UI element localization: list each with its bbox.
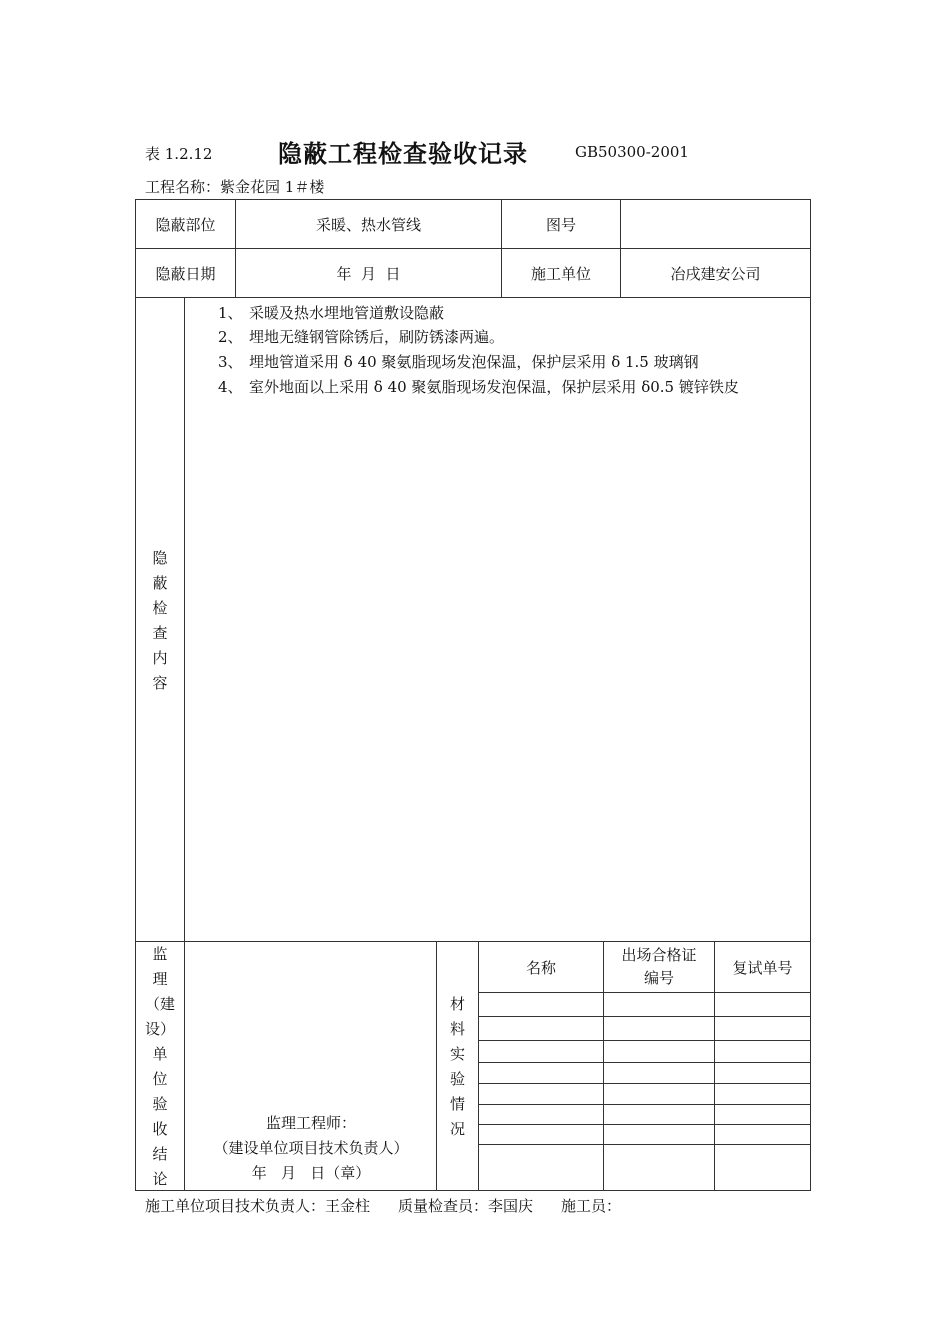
drawing-no-value <box>621 200 810 248</box>
label-char: 验 <box>449 1070 465 1088</box>
label-char: 单 <box>152 1045 168 1063</box>
item-text: 埋地管道采用 δ 40 聚氨脂现场发泡保温，保护层采用 δ 1.5 玻璃钢 <box>249 353 699 371</box>
list-item <box>218 326 504 347</box>
item-text: 采暖及热水埋地管道敷设隐蔽 <box>249 304 445 322</box>
project-name-line <box>145 176 324 197</box>
supervising-engineer: 监理工程师： <box>265 1114 356 1132</box>
label-char: 监 <box>152 945 168 963</box>
label-char: 蔽 <box>152 574 168 592</box>
label-char: 况 <box>449 1120 465 1138</box>
project-name-label: 工程名称： <box>145 178 221 196</box>
label-char: 内 <box>152 649 168 667</box>
item-text: 埋地无缝钢管除锈后，刷防锈漆两遍。 <box>249 328 505 346</box>
grid-line <box>184 297 185 1191</box>
qc-inspector-signature: 质量检查员：李国庆 <box>398 1197 534 1215</box>
material-cert-header: 出场合格证 编号 <box>621 946 697 987</box>
label-char: 实 <box>449 1045 465 1063</box>
label-char: （建 <box>144 995 175 1013</box>
grid-line <box>478 1144 811 1145</box>
owner-tech-lead: （建设单位项目技术负责人） <box>213 1139 409 1157</box>
grid-line <box>478 992 811 993</box>
label-char: 论 <box>152 1170 168 1188</box>
item-text: 室外地面以上采用 δ 40 聚氨脂现场发泡保温，保护层采用 δ0.5 镀锌铁皮 <box>249 378 739 396</box>
item-number: 1、 <box>218 304 243 322</box>
grid-line <box>478 1104 811 1105</box>
label-char: 设） <box>144 1020 175 1038</box>
label-char: 料 <box>449 1020 465 1038</box>
signature-footer <box>145 1195 649 1216</box>
tech-lead-signature: 施工单位项目技术负责人：王金柱 <box>145 1197 371 1215</box>
label-char: 查 <box>152 624 168 642</box>
contractor-value: 冶戌建安公司 <box>670 264 761 283</box>
label-char: 理 <box>152 970 168 988</box>
grid-line <box>135 297 811 298</box>
label-char: 材 <box>449 995 465 1013</box>
label-char: 容 <box>152 674 168 692</box>
grid-line <box>478 1083 811 1084</box>
label-char: 位 <box>152 1070 168 1088</box>
material-name-header: 名称 <box>525 958 556 977</box>
grid-line <box>478 1040 811 1041</box>
list-item <box>218 302 444 323</box>
contractor-label: 施工单位 <box>530 264 591 283</box>
content-section-label <box>136 546 184 696</box>
materials-section-label <box>437 992 478 1142</box>
label-char: 收 <box>152 1120 168 1138</box>
date-stamp: 年 月 日（章） <box>251 1164 371 1182</box>
project-name-value: 紫金花园 1＃楼 <box>220 178 325 196</box>
hidden-date-value: 年 月 日 <box>336 264 401 283</box>
item-number: 3、 <box>218 353 243 371</box>
hidden-part-value: 采暖、热水管线 <box>315 215 421 234</box>
table-code: 表 1.2.12 <box>145 145 213 163</box>
material-retest-header: 复试单号 <box>732 958 793 977</box>
drawing-no-label: 图号 <box>545 215 576 234</box>
label-char: 情 <box>449 1095 465 1113</box>
list-item <box>218 376 739 397</box>
item-number: 4、 <box>218 378 243 396</box>
list-item <box>218 351 699 372</box>
label-char: 验 <box>152 1095 168 1113</box>
grid-line <box>478 1062 811 1063</box>
grid-line <box>478 1124 811 1125</box>
document-title: 隐蔽工程检查验收记录 <box>278 139 528 168</box>
label-char: 检 <box>152 599 168 617</box>
grid-line <box>478 1016 811 1017</box>
standard-code: GB50300-2001 <box>575 143 689 161</box>
worker-signature: 施工员： <box>561 1197 622 1215</box>
hidden-date-label: 隐蔽日期 <box>155 264 216 283</box>
hidden-part-label: 隐蔽部位 <box>155 215 216 234</box>
label-char: 结 <box>152 1145 168 1163</box>
label-char: 隐 <box>152 549 168 567</box>
supervision-section-label <box>136 942 184 1192</box>
item-number: 2、 <box>218 328 243 346</box>
